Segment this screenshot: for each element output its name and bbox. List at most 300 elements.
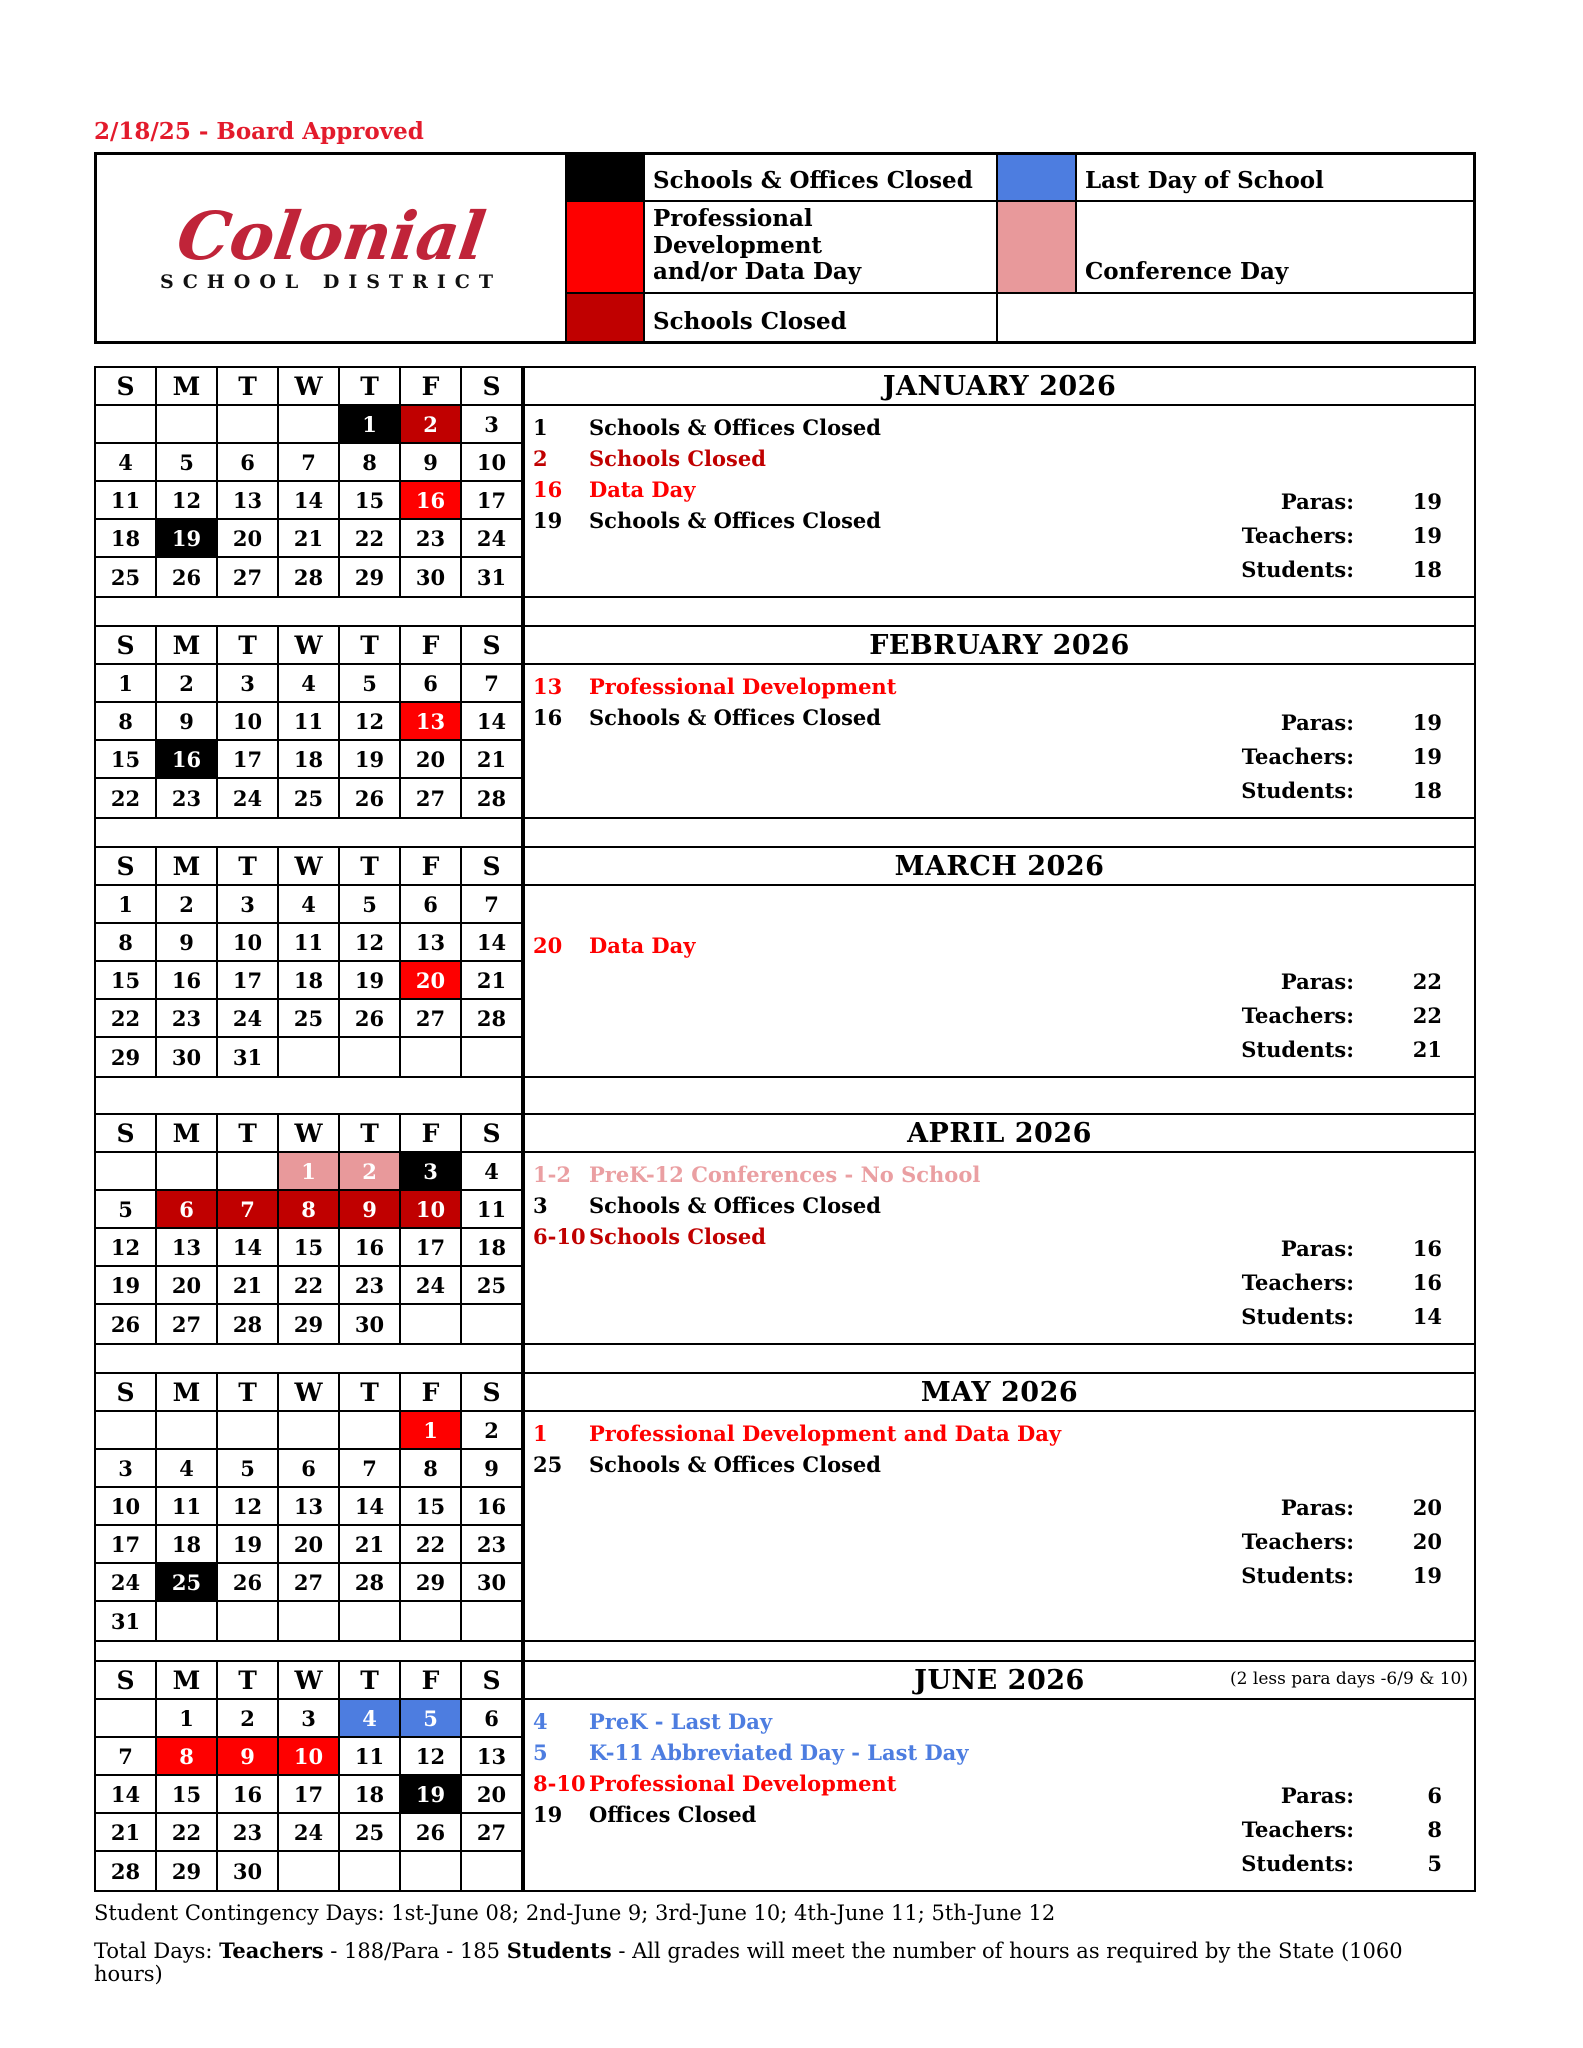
legend-table bbox=[94, 152, 1476, 344]
day-cell: 6 bbox=[462, 1700, 523, 1738]
day-header-cell: W bbox=[279, 1374, 340, 1412]
day-cell: 20 bbox=[462, 1776, 523, 1814]
annotation-text: Schools Closed bbox=[589, 1224, 766, 1249]
day-cell: 9 bbox=[157, 924, 218, 962]
legend-empty-cell bbox=[998, 294, 1473, 341]
legend-label-professional-development: Professional Development and/or Data Day bbox=[645, 202, 998, 293]
day-cell: 24 bbox=[218, 779, 279, 817]
stat-value-teachers: 20 bbox=[1412, 1528, 1442, 1554]
day-header-cell: M bbox=[157, 1662, 218, 1700]
day-cell: 13 bbox=[401, 924, 462, 962]
day-cell: 3 bbox=[96, 1450, 157, 1488]
stat-label-students: Students: bbox=[1241, 1562, 1354, 1588]
day-cell: 22 bbox=[401, 1526, 462, 1564]
day-cell: 21 bbox=[340, 1526, 401, 1564]
stat-students bbox=[1241, 552, 1442, 586]
spacer-divider bbox=[521, 1345, 525, 1372]
day-cell: 31 bbox=[96, 1602, 157, 1640]
annotation-line bbox=[533, 671, 1474, 702]
day-cell: 22 bbox=[96, 779, 157, 817]
day-cell: 22 bbox=[279, 1267, 340, 1305]
legend-label-schools-offices-closed: Schools & Offices Closed bbox=[645, 155, 998, 202]
stat-value-teachers: 19 bbox=[1412, 522, 1442, 548]
day-cell: 15 bbox=[157, 1776, 218, 1814]
day-cell bbox=[279, 1412, 340, 1450]
day-cell: 10 bbox=[401, 1191, 462, 1229]
day-cell: 19 bbox=[218, 1526, 279, 1564]
spacer-divider bbox=[521, 819, 525, 846]
spacer-divider bbox=[521, 1642, 525, 1660]
day-cell: 14 bbox=[218, 1229, 279, 1267]
day-cell: 16 bbox=[218, 1776, 279, 1814]
day-cell: 18 bbox=[157, 1526, 218, 1564]
day-cell: 12 bbox=[340, 703, 401, 741]
day-cell: 20 bbox=[279, 1526, 340, 1564]
annotation-text: Professional Development bbox=[589, 674, 897, 699]
annotation-text: Professional Development bbox=[589, 1771, 897, 1796]
month-title: MAY 2026 bbox=[920, 1376, 1079, 1408]
day-grid-april-2026 bbox=[96, 1115, 523, 1343]
stat-paras bbox=[1241, 484, 1442, 518]
annotation-day-number: 5 bbox=[533, 1740, 548, 1765]
day-header-cell: F bbox=[401, 368, 462, 406]
day-header-cell: M bbox=[157, 627, 218, 665]
annotation-day-number: 2 bbox=[533, 446, 548, 471]
day-cell: 27 bbox=[462, 1814, 523, 1852]
stat-value-paras: 22 bbox=[1412, 968, 1442, 994]
day-grid-march-2026 bbox=[96, 848, 523, 1076]
day-cell: 4 bbox=[279, 886, 340, 924]
annotation-day-number: 6-10 bbox=[533, 1224, 586, 1249]
stat-value-teachers: 8 bbox=[1427, 1816, 1442, 1842]
day-cell: 18 bbox=[96, 520, 157, 558]
stat-value-paras: 20 bbox=[1412, 1494, 1442, 1520]
month-spacer bbox=[94, 819, 1476, 846]
legend-swatch-conference-day bbox=[998, 202, 1077, 293]
day-cell: 19 bbox=[340, 741, 401, 779]
day-cell: 17 bbox=[218, 962, 279, 1000]
day-cell bbox=[462, 1602, 523, 1640]
legend-swatch-professional-development bbox=[567, 202, 645, 293]
month-stats bbox=[1241, 964, 1442, 1066]
stat-value-students: 14 bbox=[1412, 1303, 1442, 1329]
day-cell: 9 bbox=[157, 703, 218, 741]
day-cell: 5 bbox=[340, 886, 401, 924]
day-cell: 26 bbox=[401, 1814, 462, 1852]
day-cell: 31 bbox=[462, 558, 523, 596]
day-header-cell: S bbox=[96, 1115, 157, 1153]
stat-teachers bbox=[1241, 1524, 1442, 1558]
day-cell: 23 bbox=[157, 1000, 218, 1038]
stat-label-paras: Paras: bbox=[1280, 709, 1354, 735]
stat-value-paras: 19 bbox=[1412, 488, 1442, 514]
day-cell: 14 bbox=[340, 1488, 401, 1526]
day-header-cell: T bbox=[340, 1662, 401, 1700]
day-header-cell: S bbox=[462, 1374, 523, 1412]
annotation-text: Schools & Offices Closed bbox=[589, 508, 881, 533]
stat-teachers bbox=[1241, 1265, 1442, 1299]
annotation-text: PreK-12 Conferences - No School bbox=[589, 1162, 981, 1187]
annotation-day-number: 1 bbox=[533, 1421, 548, 1446]
district-logo-script: Colonial bbox=[172, 197, 490, 275]
day-cell: 28 bbox=[462, 1000, 523, 1038]
day-cell: 27 bbox=[401, 779, 462, 817]
day-cell: 11 bbox=[462, 1191, 523, 1229]
stat-teachers bbox=[1241, 1812, 1442, 1846]
day-cell: 25 bbox=[157, 1564, 218, 1602]
stat-students bbox=[1241, 1299, 1442, 1333]
day-cell: 20 bbox=[401, 741, 462, 779]
day-cell: 13 bbox=[401, 703, 462, 741]
stat-label-students: Students: bbox=[1241, 556, 1354, 582]
day-cell: 11 bbox=[340, 1738, 401, 1776]
day-header-cell: S bbox=[96, 627, 157, 665]
day-cell: 27 bbox=[218, 558, 279, 596]
day-cell: 24 bbox=[218, 1000, 279, 1038]
day-header-cell: S bbox=[96, 368, 157, 406]
month-title-row bbox=[525, 627, 1474, 665]
day-header-cell: T bbox=[340, 848, 401, 886]
annotation-day-number: 19 bbox=[533, 1802, 563, 1827]
day-cell bbox=[340, 1852, 401, 1890]
day-header-cell: T bbox=[218, 627, 279, 665]
day-cell: 14 bbox=[279, 482, 340, 520]
day-grid-february-2026 bbox=[96, 627, 523, 817]
day-header-cell: S bbox=[96, 1374, 157, 1412]
day-header-cell: F bbox=[401, 1662, 462, 1700]
day-cell: 17 bbox=[401, 1229, 462, 1267]
day-cell: 11 bbox=[279, 924, 340, 962]
day-cell: 2 bbox=[157, 886, 218, 924]
day-cell: 5 bbox=[218, 1450, 279, 1488]
day-cell: 22 bbox=[157, 1814, 218, 1852]
legend-swatch-schools-offices-closed bbox=[567, 155, 645, 202]
annotation-line bbox=[533, 1159, 1474, 1190]
day-cell: 19 bbox=[340, 962, 401, 1000]
para-days-note: (2 less para days -6/9 & 10) bbox=[1230, 1669, 1468, 1689]
month-info-april-2026 bbox=[523, 1115, 1474, 1343]
day-cell bbox=[462, 1305, 523, 1343]
day-cell: 30 bbox=[462, 1564, 523, 1602]
stat-label-teachers: Teachers: bbox=[1241, 743, 1354, 769]
contingency-days-note: Student Contingency Days: 1st-June 08; 2nd-June 9; 3rd-June 10; 4th-June 11; 5th-June 12 bbox=[94, 1901, 1056, 1925]
day-cell bbox=[218, 1602, 279, 1640]
day-cell: 18 bbox=[279, 741, 340, 779]
day-cell: 7 bbox=[218, 1191, 279, 1229]
annotation-day-number: 4 bbox=[533, 1709, 548, 1734]
day-cell: 1 bbox=[157, 1700, 218, 1738]
month-title: APRIL 2026 bbox=[907, 1117, 1092, 1149]
annotation-text: Data Day bbox=[589, 477, 696, 502]
month-title-row bbox=[525, 1662, 1474, 1700]
day-cell: 21 bbox=[279, 520, 340, 558]
legend-label-conference-day: Conference Day bbox=[1077, 202, 1473, 293]
day-header-cell: S bbox=[462, 627, 523, 665]
day-cell: 16 bbox=[401, 482, 462, 520]
stat-label-students: Students: bbox=[1241, 1036, 1354, 1062]
day-cell: 15 bbox=[401, 1488, 462, 1526]
day-cell: 6 bbox=[279, 1450, 340, 1488]
day-cell bbox=[96, 406, 157, 444]
month-annotations bbox=[525, 1412, 1474, 1640]
annotation-line bbox=[533, 412, 1474, 443]
day-cell: 17 bbox=[218, 741, 279, 779]
day-header-cell: S bbox=[462, 1662, 523, 1700]
day-cell: 3 bbox=[401, 1153, 462, 1191]
stat-students bbox=[1241, 1558, 1442, 1592]
day-cell: 6 bbox=[401, 665, 462, 703]
stat-label-paras: Paras: bbox=[1280, 488, 1354, 514]
legend-swatch-schools-closed bbox=[567, 294, 645, 341]
month-title-row bbox=[525, 368, 1474, 406]
stat-value-teachers: 22 bbox=[1412, 1002, 1442, 1028]
day-cell: 28 bbox=[462, 779, 523, 817]
month-title-row bbox=[525, 1374, 1474, 1412]
day-header-cell: S bbox=[462, 848, 523, 886]
stat-label-teachers: Teachers: bbox=[1241, 1528, 1354, 1554]
day-cell: 15 bbox=[340, 482, 401, 520]
month-title-row bbox=[525, 848, 1474, 886]
day-cell: 28 bbox=[279, 558, 340, 596]
annotation-text: PreK - Last Day bbox=[589, 1709, 773, 1734]
day-cell: 11 bbox=[157, 1488, 218, 1526]
annotation-day-number: 13 bbox=[533, 674, 563, 699]
month-title-row bbox=[525, 1115, 1474, 1153]
day-cell: 17 bbox=[279, 1776, 340, 1814]
annotation-day-number: 20 bbox=[533, 933, 563, 958]
day-header-cell: F bbox=[401, 848, 462, 886]
day-header-cell: M bbox=[157, 1115, 218, 1153]
day-cell: 4 bbox=[462, 1153, 523, 1191]
day-cell bbox=[157, 406, 218, 444]
day-cell bbox=[96, 1153, 157, 1191]
day-cell: 13 bbox=[218, 482, 279, 520]
month-annotations bbox=[525, 665, 1474, 817]
annotation-line bbox=[533, 1449, 1474, 1480]
month-info-may-2026 bbox=[523, 1374, 1474, 1640]
day-cell: 5 bbox=[157, 444, 218, 482]
stat-value-students: 18 bbox=[1412, 556, 1442, 582]
month-info-june-2026 bbox=[523, 1662, 1474, 1890]
month-info-february-2026 bbox=[523, 627, 1474, 817]
stat-label-teachers: Teachers: bbox=[1241, 1816, 1354, 1842]
day-cell bbox=[218, 1153, 279, 1191]
annotation-line bbox=[533, 443, 1474, 474]
spacer-divider bbox=[521, 1078, 525, 1113]
stat-students bbox=[1241, 1032, 1442, 1066]
day-cell: 6 bbox=[401, 886, 462, 924]
district-logo-subtitle: SCHOOL DISTRICT bbox=[159, 271, 503, 293]
day-header-cell: M bbox=[157, 368, 218, 406]
month-june-2026 bbox=[94, 1660, 1476, 1892]
annotation-text: Schools & Offices Closed bbox=[589, 705, 881, 730]
day-cell: 2 bbox=[462, 1412, 523, 1450]
annotation-day-number: 1 bbox=[533, 415, 548, 440]
day-cell bbox=[401, 1852, 462, 1890]
day-cell: 19 bbox=[96, 1267, 157, 1305]
day-cell: 10 bbox=[96, 1488, 157, 1526]
day-header-cell: T bbox=[218, 368, 279, 406]
stat-label-paras: Paras: bbox=[1280, 1494, 1354, 1520]
day-header-cell: T bbox=[340, 627, 401, 665]
month-may-2026 bbox=[94, 1372, 1476, 1642]
stat-paras bbox=[1241, 1490, 1442, 1524]
month-march-2026 bbox=[94, 846, 1476, 1078]
day-cell: 10 bbox=[218, 703, 279, 741]
day-cell bbox=[279, 1602, 340, 1640]
day-cell: 5 bbox=[340, 665, 401, 703]
day-header-cell: W bbox=[279, 368, 340, 406]
day-cell: 20 bbox=[157, 1267, 218, 1305]
day-header-cell: M bbox=[157, 848, 218, 886]
stat-label-teachers: Teachers: bbox=[1241, 1002, 1354, 1028]
day-cell bbox=[157, 1153, 218, 1191]
spacer-divider bbox=[521, 598, 525, 625]
day-cell: 12 bbox=[218, 1488, 279, 1526]
day-grid-may-2026 bbox=[96, 1374, 523, 1640]
day-cell bbox=[340, 1412, 401, 1450]
day-cell: 26 bbox=[157, 558, 218, 596]
annotation-day-number: 25 bbox=[533, 1452, 563, 1477]
day-cell: 3 bbox=[279, 1700, 340, 1738]
stat-value-paras: 16 bbox=[1412, 1235, 1442, 1261]
day-cell: 8 bbox=[340, 444, 401, 482]
month-april-2026 bbox=[94, 1113, 1476, 1345]
footer-notes bbox=[94, 1902, 1476, 1986]
day-header-cell: S bbox=[96, 1662, 157, 1700]
day-cell bbox=[96, 1700, 157, 1738]
day-cell: 1 bbox=[96, 886, 157, 924]
district-logo bbox=[97, 155, 567, 341]
stat-value-students: 19 bbox=[1412, 1562, 1442, 1588]
day-header-cell: T bbox=[218, 1115, 279, 1153]
day-cell: 4 bbox=[157, 1450, 218, 1488]
day-cell bbox=[96, 1412, 157, 1450]
legend-label-last-day-of-school: Last Day of School bbox=[1077, 155, 1473, 202]
month-title: MARCH 2026 bbox=[894, 850, 1105, 882]
day-cell: 1 bbox=[96, 665, 157, 703]
day-cell: 10 bbox=[279, 1738, 340, 1776]
total-days-note: Total Days: Teachers - 188/Para - 185 Students - All grades will meet the number of hours as required by the State (1060 hours) bbox=[94, 1938, 1403, 1987]
day-cell: 13 bbox=[157, 1229, 218, 1267]
stat-label-students: Students: bbox=[1241, 1850, 1354, 1876]
stat-value-students: 21 bbox=[1412, 1036, 1442, 1062]
stat-students bbox=[1241, 773, 1442, 807]
day-cell: 28 bbox=[218, 1305, 279, 1343]
stat-value-paras: 19 bbox=[1412, 709, 1442, 735]
stat-value-students: 5 bbox=[1427, 1850, 1442, 1876]
stat-teachers bbox=[1241, 739, 1442, 773]
stat-label-teachers: Teachers: bbox=[1241, 1269, 1354, 1295]
day-cell bbox=[279, 1852, 340, 1890]
annotation-day-number: 19 bbox=[533, 508, 563, 533]
day-cell: 13 bbox=[462, 1738, 523, 1776]
day-cell bbox=[157, 1412, 218, 1450]
annotation-text: Schools & Offices Closed bbox=[589, 415, 881, 440]
day-header-cell: F bbox=[401, 627, 462, 665]
day-header-cell: W bbox=[279, 1115, 340, 1153]
day-header-cell: S bbox=[462, 368, 523, 406]
day-cell bbox=[279, 406, 340, 444]
month-info-january-2026 bbox=[523, 368, 1474, 596]
day-cell: 22 bbox=[340, 520, 401, 558]
day-cell: 29 bbox=[340, 558, 401, 596]
stat-label-students: Students: bbox=[1241, 1303, 1354, 1329]
day-cell: 28 bbox=[340, 1564, 401, 1602]
day-cell: 20 bbox=[218, 520, 279, 558]
day-cell: 4 bbox=[96, 444, 157, 482]
day-cell: 1 bbox=[401, 1412, 462, 1450]
stat-teachers bbox=[1241, 998, 1442, 1032]
day-cell: 26 bbox=[340, 779, 401, 817]
month-title: JANUARY 2026 bbox=[882, 370, 1117, 402]
day-cell: 8 bbox=[401, 1450, 462, 1488]
annotation-day-number: 16 bbox=[533, 705, 563, 730]
day-header-cell: T bbox=[340, 368, 401, 406]
day-cell bbox=[401, 1038, 462, 1076]
day-cell: 9 bbox=[401, 444, 462, 482]
day-cell: 30 bbox=[340, 1305, 401, 1343]
day-header-cell: T bbox=[340, 1374, 401, 1412]
month-title: JUNE 2026 bbox=[914, 1664, 1085, 1696]
month-title: FEBRUARY 2026 bbox=[869, 629, 1130, 661]
day-cell: 23 bbox=[401, 520, 462, 558]
day-cell: 25 bbox=[279, 1000, 340, 1038]
day-cell: 12 bbox=[96, 1229, 157, 1267]
day-cell: 26 bbox=[96, 1305, 157, 1343]
day-cell: 1 bbox=[279, 1153, 340, 1191]
day-cell: 8 bbox=[157, 1738, 218, 1776]
day-cell: 26 bbox=[340, 1000, 401, 1038]
day-cell: 24 bbox=[462, 520, 523, 558]
day-cell: 23 bbox=[218, 1814, 279, 1852]
day-grid-january-2026 bbox=[96, 368, 523, 596]
day-header-cell: T bbox=[218, 1374, 279, 1412]
annotation-day-number: 1-2 bbox=[533, 1162, 571, 1187]
day-cell: 11 bbox=[279, 703, 340, 741]
day-cell: 24 bbox=[401, 1267, 462, 1305]
month-annotations bbox=[525, 406, 1474, 596]
stat-value-paras: 6 bbox=[1427, 1782, 1442, 1808]
stat-teachers bbox=[1241, 518, 1442, 552]
stat-paras bbox=[1241, 964, 1442, 998]
annotation-line bbox=[533, 1190, 1474, 1221]
day-cell: 1 bbox=[340, 406, 401, 444]
day-cell: 27 bbox=[157, 1305, 218, 1343]
day-cell: 30 bbox=[157, 1038, 218, 1076]
month-spacer bbox=[94, 1345, 1476, 1372]
day-header-cell: S bbox=[462, 1115, 523, 1153]
day-cell: 15 bbox=[96, 741, 157, 779]
annotation-text: Professional Development and Data Day bbox=[589, 1421, 1062, 1446]
day-cell: 7 bbox=[462, 886, 523, 924]
day-cell: 9 bbox=[462, 1450, 523, 1488]
day-cell: 7 bbox=[340, 1450, 401, 1488]
day-cell: 19 bbox=[401, 1776, 462, 1814]
day-cell: 30 bbox=[401, 558, 462, 596]
day-cell: 29 bbox=[157, 1852, 218, 1890]
month-stats bbox=[1241, 1231, 1442, 1333]
day-cell: 16 bbox=[340, 1229, 401, 1267]
annotation-text: Schools Closed bbox=[589, 446, 766, 471]
day-cell: 21 bbox=[96, 1814, 157, 1852]
day-cell: 7 bbox=[462, 665, 523, 703]
day-cell: 17 bbox=[462, 482, 523, 520]
day-cell bbox=[218, 406, 279, 444]
annotation-line bbox=[533, 1737, 1474, 1768]
stat-value-teachers: 19 bbox=[1412, 743, 1442, 769]
day-cell: 31 bbox=[218, 1038, 279, 1076]
